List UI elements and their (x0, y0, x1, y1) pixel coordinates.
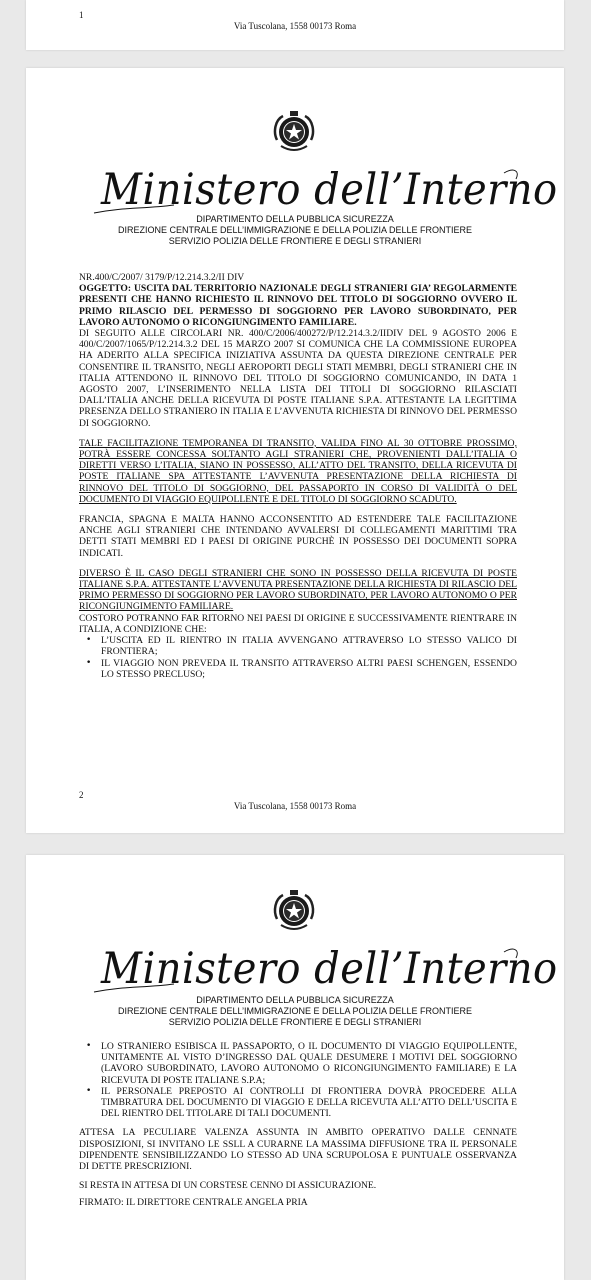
letter-body (79, 272, 517, 680)
list-item: • LO STRANIERO ESIBISCA IL PASSAPORTO, O IL DOCUMENTO DI VIAGGIO EQUIPOLLENTE, UNITAMENTE AL VISTO D’INGRESSO DAL QUALE DESUMERE I MOTIVI DEL SOGGIORNO (LAVORO SUBORDINATO, LAVORO AUTONOMO O RICONGIUNGIMENTO FAMILIARE) E LA RICEVUTA DI POSTE ITALIANE S.P.A; (101, 1041, 517, 1086)
service-line: SERVIZIO POLIZIA DELLE FRONTIERE E DEGLI STRANIERI (168, 236, 422, 246)
department-line: DIPARTIMENTO DELLA PUBBLICA SICUREZZA (196, 995, 394, 1005)
ministry-title: Ministero dell’Interno (101, 165, 558, 215)
document-page-1 (26, 0, 564, 50)
paragraph-3: FRANCIA, SPAGNA E MALTA HANNO ACCONSENTITO AD ESTENDERE TALE FACILITAZIONE ANCHE AGLI STRANIERI CHE INTENDANO AVVALERSI DI COLLEGAMENTI MARITTIMI TRA DETTI STATI MEMBRI ED I PAESI DI ORIGINE PURCHÈ IN POSSESSO DEI DOCUMENTI SOPRA INDICATI. (79, 514, 517, 559)
list-item: • IL VIAGGIO NON PREVEDA IL TRANSITO ATTRAVERSO ALTRI PAESI SCHENGEN, ESSENDO LO STESSO PRECLUSO; (101, 658, 517, 680)
paragraph-closing: ATTESA LA PECULIARE VALENZA ASSUNTA IN AMBITO OPERATIVO DALLE CENNATE DISPOSIZIONI, SI INVITANO LE SSLL A CURARNE LA MASSIMA DIFFUSIONE TRA IL PERSONALE DIPENDENTE SENSIBILIZZANDO LO STESSO AD UNA SCRUPOLOSA E PUNTUALE OSSERVANZA DI DETTE PRESCRIZIONI. (79, 1127, 517, 1173)
paragraph-2: TALE FACILITAZIONE TEMPORANEA DI TRANSITO, VALIDA FINO AL 30 OTTOBRE PROSSIMO, POTRÀ ESSERE CONCESSA SOLTANTO AGLI STRANIERI CHE, PROVENIENTI DALL’ITALIA O DIRETTI VERSO L’ITALIA, SIANO IN POSSESSO, ALL’ATTO DEL TRANSITO, DELLA RICEVUTA DI POSTE ITALIANE SPA ATTESTANTE L’AVVENUTA PRESENTAZIONE DELLA RICHIESTA DI RINNOVO DEL TITOLO DI SOGGIORNO, DEL PASSAPORTO IN CORSO DI VALIDITÀ O DEL DOCUMENTO DI VIAGGIO EQUIPOLLENTE E DEL TITOLO DI SOGGIORNO SCADUTO. (79, 437, 517, 505)
paragraph-1: DI SEGUITO ALLE CIRCOLARI NR. 400/C/2006/400272/P/12.214.3.2/IIDIV DEL 9 AGOSTO 2006 E 400/C/2007/1065/P/12.214.3.2 DEL 15 MARZO 2007 SI COMUNICA CHE LA COMMISSIONE EUROPEA HA ADERITO ALLA SPECIFICA INIZIATIVA ASSUNTA DA QUESTA DIREZIONE CENTRALE PER CONSENTIRE IL TRANSITO, NEGLI AEROPORTI DEGLI STATI MEMBRI, DEGLI STRANIERI CHE IN ITALIA ATTENDONO IL RINNOVO DEL TITOLO DI SOGGIORNO COMUNICANDO, IN DATA 1 AGOSTO 2007, L’INSERIMENTO NELLA LISTA DEI TITOLI DI SOGGIORNO RILASCIATI DALL’ITALIA ANCHE DELLA RICEVUTA DI POSTE ITALIANE S.P.A. ATTESTANTE LA LEGITTIMA PRESENZA DELLO STRANIERO IN ITALIA E L’AVVENUTA RICHIESTA DI RINNOVO DEL PERMESSO DI SOGGIORNO. (79, 328, 517, 429)
page-number: 1 (79, 10, 84, 20)
italian-republic-emblem-icon (269, 885, 319, 935)
directorate-line: DIREZIONE CENTRALE DELL’IMMIGRAZIONE E DELLA POLIZIA DELLE FRONTIERE (117, 225, 473, 235)
signature-line: FIRMATO: IL DIRETTORE CENTRALE ANGELA PRIA (79, 1197, 308, 1209)
document-page-3 (26, 855, 564, 1280)
subject-line: OGGETTO: USCITA DAL TERRITORIO NAZIONALE DEGLI STRANIERI GIA’ REGOLARMENTE PRESENTI CHE HANNO RICHIESTO IL RINNOVO DEL TITOLO DI SOGGIORNO OVVERO IL PRIMO RILASCIO DEL PERMESSO DI SOGGIORNO PER LAVORO SUBORDINATO, PER LAVORO AUTONOMO O RICONGIUNGIMENTO FAMILIARE. (79, 283, 517, 328)
footer-address: Via Tuscolana, 1558 00173 Roma (233, 801, 357, 811)
calligraphy-swash-icon (84, 942, 558, 996)
conditions-list (79, 635, 517, 680)
calligraphy-swash-icon (84, 163, 558, 217)
list-item: • L’USCITA ED IL RIENTRO IN ITALIA AVVENGANO ATTRAVERSO LO STESSO VALICO DI FRONTIERA; (101, 635, 517, 657)
paragraph-4-continued: COSTORO POTRANNO FAR RITORNO NEI PAESI DI ORIGINE E SUCCESSIVAMENTE RIENTRARE IN ITALIA, A CONDIZIONE CHE: (79, 612, 517, 635)
protocol-number: NR.400/C/2007/ 3179/P/12.214.3.2/II DIV (79, 272, 245, 283)
italian-republic-emblem-icon (269, 106, 319, 156)
footer-address: Via Tuscolana, 1558 00173 Roma (233, 21, 357, 31)
document-page-2 (26, 68, 564, 833)
list-item: • IL PERSONALE PREPOSTO AI CONTROLLI DI FRONTIERA DOVRÀ PROCEDERE ALLA TIMBRATURA DEL DOCUMENTO DI VIAGGIO E DELLA RICEVUTA ALL’ATTO DELL’USCITA E DEL RIENTRO DEL TITOLARE DI TALI DOCUMENTI. (101, 1086, 517, 1120)
letter-body (79, 1041, 517, 1209)
conditions-list (79, 1041, 517, 1119)
page-number: 2 (79, 790, 84, 800)
paragraph-4: DIVERSO È IL CASO DEGLI STRANIERI CHE SONO IN POSSESSO DELLA RICEVUTA DI POSTE ITALIANE S.P.A. ATTESTANTE L’AVVENUTA PRESENTAZIONE DELLA RICHIESTA DI RILASCIO DEL PRIMO PERMESSO DI SOGGIORNO PER LAVORO SUBORDINATO, PER LAVORO AUTONOMO O PER RICONGIUNGIMENTO FAMILIARE. (79, 567, 517, 613)
department-line: DIPARTIMENTO DELLA PUBBLICA SICUREZZA (196, 214, 394, 224)
directorate-line: DIREZIONE CENTRALE DELL’IMMIGRAZIONE E DELLA POLIZIA DELLE FRONTIERE (117, 1006, 473, 1016)
service-line: SERVIZIO POLIZIA DELLE FRONTIERE E DEGLI STRANIERI (168, 1017, 422, 1027)
ministry-title: Ministero dell’Interno (101, 944, 558, 994)
paragraph-request: SI RESTA IN ATTESA DI UN CORSTESE CENNO DI ASSICURAZIONE. (79, 1180, 377, 1192)
